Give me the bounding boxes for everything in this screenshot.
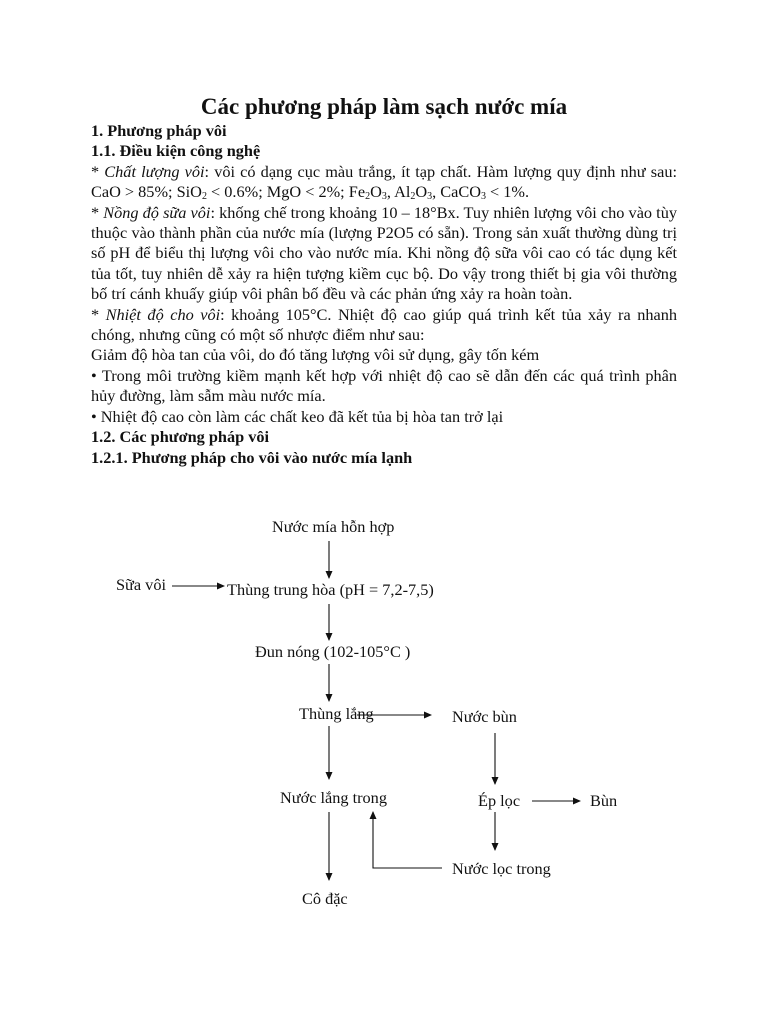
paragraph-lime-quality: * Chất lượng vôi: vôi có dạng cục màu trắng, ít tạp chất. Hàm lượng quy định như sau: CaO > 85%; SiO$_2$ < 0.6%; MgO < 2%; $Fe_2O_3$, $Al_2O_3$, CaCO$_3$ < 1%.	[91, 161, 677, 203]
arrow-loc-trong-to-lang-trong	[373, 812, 442, 868]
label-lime-quality: Chất lượng vôi	[104, 161, 205, 181]
bullet-star: *	[91, 304, 106, 324]
label-liming-temperature: Nhiệt độ cho vôi	[105, 304, 221, 324]
document-title: Các phương pháp làm sạch nước mía	[200, 94, 568, 119]
node-thung-lang: Thùng lắng	[299, 704, 374, 723]
node-thung-trung-hoa: Thùng trung hòa (pH = 7,2-7,5)	[227, 580, 434, 599]
bullet-star: *	[91, 202, 104, 222]
paragraph-lime-milk-concentration: * Nồng độ sữa vôi: khống chế trong khoảng 10 – 18°Bx. Tuy nhiên lượng vôi cho vào tùy thuộc vào thành phần của nước mía (lượng P2O5 có sẵn). Trong sản xuất thường dùng trị số pH để biểu thị lượng vôi cho vào nước mía. Khi nồng độ sữa vôi cao có tác dụng kết tủa tốt, tuy nhiên dễ xảy ra hiện tượng kiềm cục bộ. Do vậy trong thiết bị gia vôi thường bố trí cánh khuấy giúp vôi phân bố đều và các phản ứng xảy ra hoàn toàn.	[91, 202, 677, 304]
node-bun: Bùn	[590, 791, 618, 810]
node-nuoc-mia-hon-hop: Nước mía hỗn hợp	[272, 517, 395, 536]
node-sua-voi: Sữa vôi	[116, 575, 166, 594]
node-co-dac: Cô đặc	[302, 889, 348, 908]
heading-1-1: 1.1. Điều kiện công nghệ	[91, 141, 261, 161]
heading-1: 1. Phương pháp vôi	[91, 121, 227, 140]
heading-1-2: 1.2. Các phương pháp vôi	[91, 427, 270, 447]
node-dun-nong: Đun nóng (102-105°C )	[255, 642, 411, 661]
node-nuoc-bun: Nước bùn	[452, 707, 517, 726]
paragraph-liming-temperature: * Nhiệt độ cho vôi: khoảng 105°C. Nhiệt độ cao giúp quá trình kết tủa xảy ra nhanh chóng, nhưng cũng có một số nhược điểm như sau:	[91, 304, 677, 345]
node-ep-loc: Ép lọc	[478, 791, 521, 810]
node-nuoc-loc-trong: Nước lọc trong	[452, 859, 551, 878]
heading-1-2-1: 1.2.1. Phương pháp cho vôi vào nước mía lạnh	[91, 447, 413, 467]
bullet-sugar-decomposition: • Trong môi trường kiềm mạnh kết hợp với nhiệt độ cao sẽ dẫn đến các quá trình phân hủy đường, làm sẫm màu nước mía.	[91, 365, 677, 406]
bullet-star: *	[91, 161, 105, 181]
bullet-colloid-redissolve: • Nhiệt độ cao còn làm các chất keo đã kết tủa bị hòa tan trở lại	[91, 406, 504, 426]
paragraph-lime-solubility: Giảm độ hòa tan của vôi, do đó tăng lượng vôi sử dụng, gây tốn kém	[91, 345, 540, 365]
label-lime-milk-concentration: Nồng độ sữa vôi	[103, 202, 211, 222]
node-nuoc-lang-trong: Nước lắng trong	[280, 788, 387, 807]
